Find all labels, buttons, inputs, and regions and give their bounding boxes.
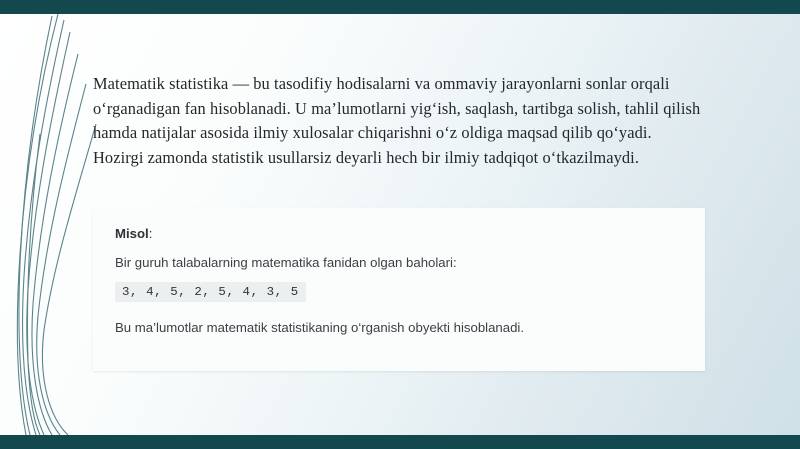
example-card-title	[115, 226, 683, 241]
grades-list: 3, 4, 5, 2, 5, 4, 3, 5	[115, 282, 306, 302]
example-card-title-colon: :	[148, 226, 153, 241]
bottom-band	[0, 435, 800, 449]
paragraph-text: Matematik statistika — bu tasodifiy hodisalarni va ommaviy jarayonlarni sonlar orqali o‘rganadigan fan hisoblanadi. U ma’lumotlarni yig‘ish, saqlash, tartibga solish, tahlil qilish hamda natijalar asosida ilmiy xulosalar chiqarishni o‘z oldiga maqsad qilib qo‘yadi. Hozirgi zamonda statistik usullarsiz deyarli hech bir ilmiy tadqiqot o‘tkazilmaydi.	[93, 74, 701, 167]
example-card-title-label: Misol	[115, 226, 149, 241]
example-card-intro: Bir guruh talabalarning matematika fanidan olgan baholari:	[115, 255, 457, 270]
example-card	[93, 208, 705, 371]
top-band	[0, 0, 800, 14]
example-card-footnote: Bu ma’lumotlar matematik statistikaning o‘rganish obyekti hisoblanadi.	[115, 320, 525, 335]
